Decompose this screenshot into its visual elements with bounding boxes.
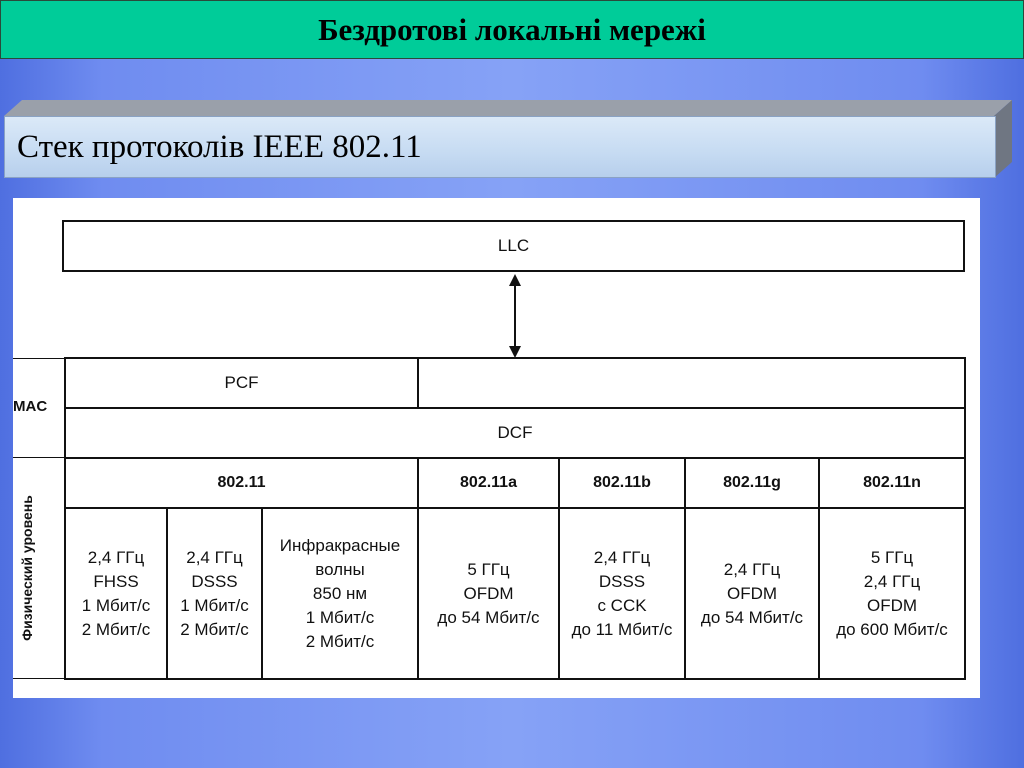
llc-mac-arrow <box>503 272 527 360</box>
standard-802-11g: 802.11g <box>723 474 781 491</box>
subtitle-band <box>0 98 1012 180</box>
phys-cell-infrared: Инфракрасные волны 850 нм 1 Мбит/с 2 Мбит/с <box>279 535 401 651</box>
mac-top-marker <box>13 358 67 359</box>
standard-802-11a: 802.11a <box>460 474 517 491</box>
standard-802-11: 802.11 <box>217 474 266 491</box>
phys-cell-dsss: 2,4 ГГц DSSS 1 Мбит/с 2 Мбит/с <box>180 547 249 639</box>
physical-layer-label: Физический уровень <box>19 495 35 641</box>
slide-subtitle: Стек протоколів IEEE 802.11 <box>17 128 422 165</box>
standard-802-11b: 802.11b <box>593 474 651 491</box>
protocol-stack-diagram <box>13 198 980 698</box>
phys-cell-802-11n: 5 ГГц 2,4 ГГц OFDM до 600 Мбит/с <box>836 547 948 639</box>
slide-title-bar <box>0 0 1024 59</box>
phys-cell-802-11g: 2,4 ГГц OFDM до 54 Мбит/с <box>700 559 804 627</box>
subtitle-face <box>4 116 996 178</box>
mac-label: MAC <box>13 398 48 415</box>
pcf-divider <box>417 357 419 409</box>
llc-box <box>62 220 965 272</box>
llc-label: LLC <box>497 236 530 255</box>
subtitle-band-top-bevel <box>4 100 1012 116</box>
subtitle-band-side-bevel <box>994 100 1012 178</box>
standard-802-11n: 802.11n <box>863 474 921 491</box>
phys-cell-802-11b: 2,4 ГГц DSSS с CCK до 11 Мбит/с <box>571 547 673 639</box>
dcf-label: DCF <box>497 423 533 442</box>
pcf-label: PCF <box>224 373 259 392</box>
phys-cell-fhss: 2,4 ГГц FHSS 1 Мбит/с 2 Мбит/с <box>81 547 151 639</box>
phys-cell-802-11a: 5 ГГц OFDM до 54 Мбит/с <box>437 559 540 627</box>
phys-bottom-marker <box>13 678 67 679</box>
slide-title: Бездротові локальні мережі <box>318 11 706 47</box>
